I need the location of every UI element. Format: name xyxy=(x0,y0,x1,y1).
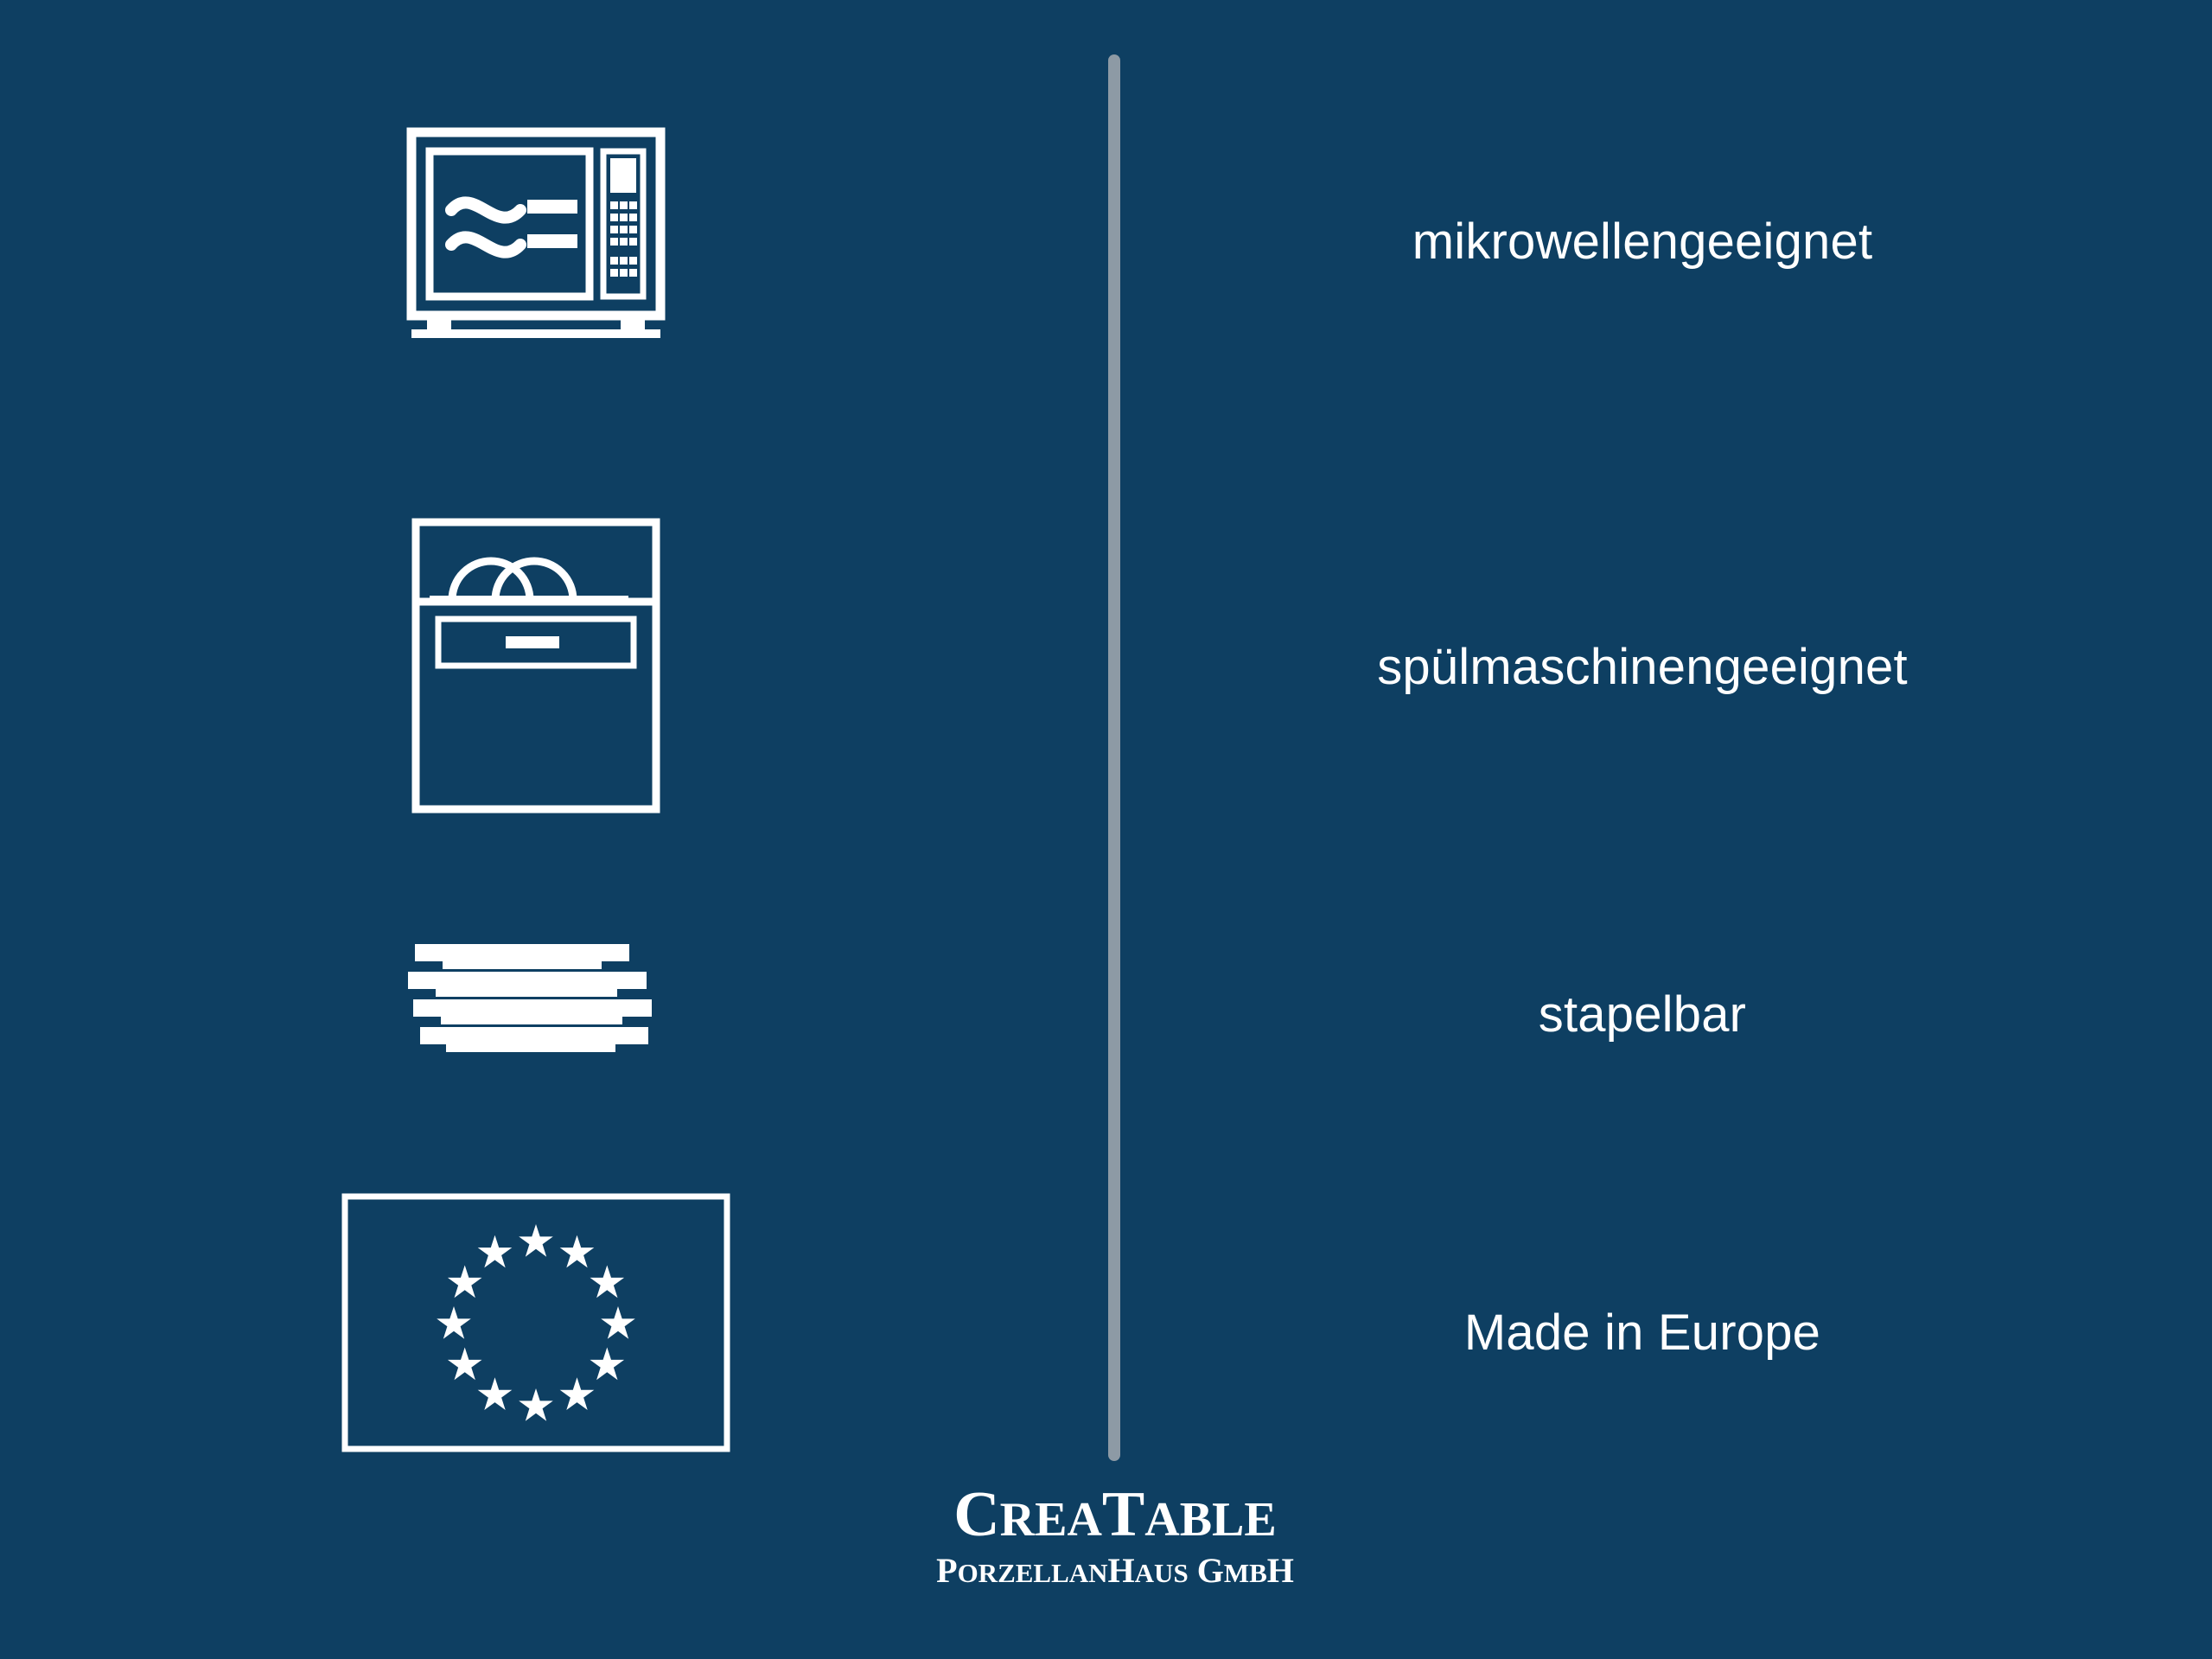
sub-g: G xyxy=(1196,1551,1224,1590)
microwave-label: mikrowellengeeignet xyxy=(1412,214,1873,270)
eu-flag-icon xyxy=(341,1193,730,1452)
microwave-icon xyxy=(406,127,666,343)
europe-label: Made in Europe xyxy=(1463,1305,1821,1361)
brand-c: C xyxy=(953,1479,1000,1550)
eu-flag-icon-cell xyxy=(328,1184,743,1461)
sub-mb: MB xyxy=(1223,1558,1267,1588)
microwave-icon-cell xyxy=(328,123,743,348)
sub-h: H xyxy=(1107,1551,1135,1590)
sub-h2: H xyxy=(1266,1551,1294,1590)
brand-able: ABLE xyxy=(1144,1493,1277,1547)
stackable-icon-cell xyxy=(328,934,743,1081)
sub-p: P xyxy=(936,1551,958,1590)
stackable-plates-icon xyxy=(406,941,666,1075)
stackable-label: stapelbar xyxy=(1538,986,1747,1043)
sub-orzellan: ORZELLAN xyxy=(957,1558,1108,1588)
brand-rea: REA xyxy=(999,1493,1102,1547)
brand-name xyxy=(916,1479,1314,1550)
brand-subtitle xyxy=(916,1552,1314,1590)
dishwasher-icon-cell xyxy=(328,510,743,821)
dishwasher-icon xyxy=(411,517,661,815)
sub-aus: AUS xyxy=(1134,1558,1189,1588)
dishwasher-label: spülmaschinengeeignet xyxy=(1377,639,1908,695)
brand-t: T xyxy=(1101,1479,1145,1550)
brand-logo xyxy=(916,1479,1314,1590)
